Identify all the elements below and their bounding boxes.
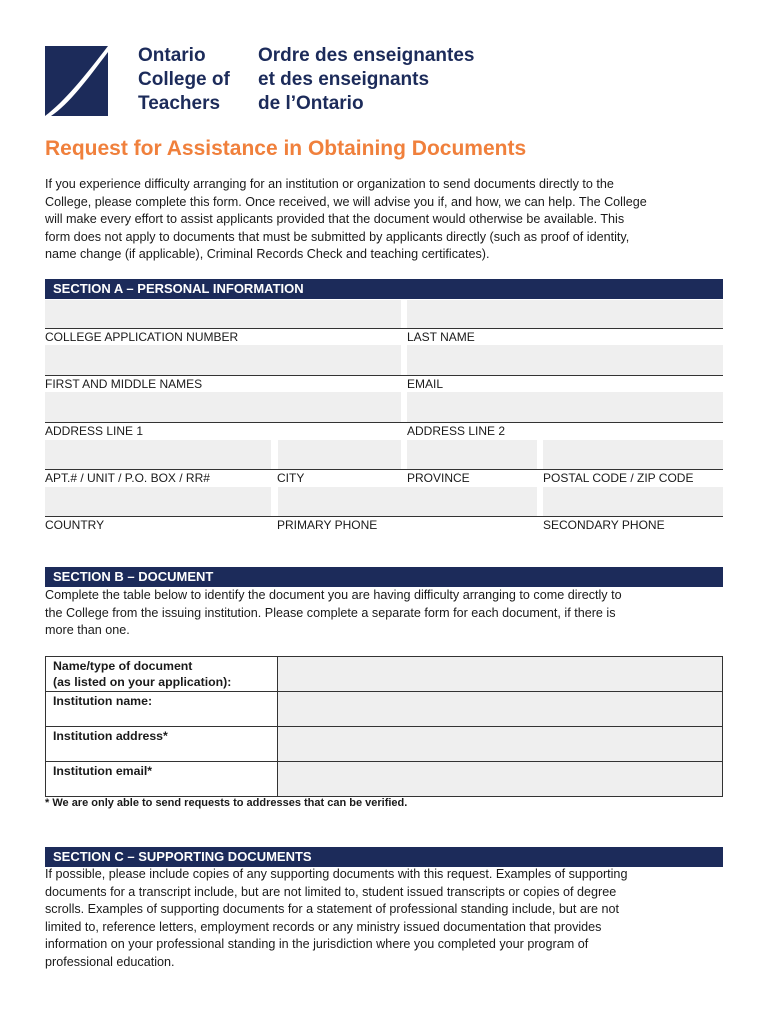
section-b-heading: SECTION B – DOCUMENT [45,567,723,587]
section-a-heading: SECTION A – PERSONAL INFORMATION [45,279,723,299]
table-row [46,762,723,797]
institution-email-label: Institution email* [46,762,278,797]
institution-name-field[interactable] [278,692,723,727]
apt-unit-label: APT.# / UNIT / P.O. BOX / RR# [45,471,210,485]
first-middle-names-label: FIRST AND MIDDLE NAMES [45,377,203,391]
province-field[interactable] [407,440,537,469]
section-b-text: Complete the table below to identify the document you are having difficulty arranging to come directly to the College from the issuing institution. Please complete a separate form for each document, if there is more than one. [45,588,622,637]
college-logo-icon [45,46,108,116]
province-label: PROVINCE [407,471,470,485]
verification-note: * We are only able to send requests to addresses that can be verified. [45,797,408,809]
first-middle-names-field[interactable] [45,345,401,375]
postal-code-field[interactable] [543,440,723,469]
city-field[interactable] [278,440,401,469]
page-title: Request for Assistance in Obtaining Documents [45,137,527,160]
document-type-field[interactable] [278,657,723,692]
address-line-1-label: ADDRESS LINE 1 [45,424,144,438]
email-field[interactable] [407,345,723,375]
section-c-heading: SECTION C – SUPPORTING DOCUMENTS [45,847,723,867]
college-application-number-field[interactable] [45,300,401,328]
secondary-phone-field[interactable] [543,487,723,516]
postal-code-label: POSTAL CODE / ZIP CODE [543,471,694,485]
country-field[interactable] [45,487,271,516]
institution-address-field[interactable] [278,727,723,762]
college-application-number-label: COLLEGE APPLICATION NUMBER [45,330,239,344]
last-name-field[interactable] [407,300,723,328]
org-name-french: Ordre des enseignantes et des enseignants de l’Ontario [258,45,475,114]
org-name-english: Ontario College of Teachers [138,45,230,114]
institution-email-field[interactable] [278,762,723,797]
institution-name-label: Institution name: [46,692,278,727]
country-label: COUNTRY [45,518,105,532]
document-type-label: Name/type of document (as listed on your application): [46,657,278,692]
section-c-text: If possible, please include copies of any supporting documents with this request. Examples of supporting documents for a transcript include, but are not limited to, student issued transcripts or copies of degree scrolls. Examples of supporting documents for a statement of professional standing include, but are not limited to, reference letters, employment records or any ministry issued documentation that provides information on your professional standing in the jurisdiction where you completed your program of professional education. [45,867,628,969]
address-line-1-field[interactable] [45,392,401,422]
apt-unit-field[interactable] [45,440,271,469]
document-table [45,656,723,797]
table-row [46,657,723,692]
row-divider [45,375,723,376]
row-divider [45,328,723,329]
address-line-2-field[interactable] [407,392,723,422]
email-label: EMAIL [407,377,444,391]
primary-phone-field[interactable] [278,487,537,516]
address-line-2-label: ADDRESS LINE 2 [407,424,506,438]
secondary-phone-label: SECONDARY PHONE [543,518,665,532]
table-row [46,727,723,762]
row-divider [45,516,723,517]
last-name-label: LAST NAME [407,330,475,344]
city-label: CITY [277,471,305,485]
row-divider [45,469,723,470]
table-row [46,692,723,727]
intro-paragraph: If you experience difficulty arranging for an institution or organization to send documents directly to the College, please complete this form. Once received, we will advise you if, and how, we can help. The College will make every effort to assist applicants provided that the document would otherwise be available. This form does not apply to documents that must be submitted by applicants directly (such as proof of identity, name change (if applicable), Criminal Records Check and teaching certificates). [45,177,647,261]
primary-phone-label: PRIMARY PHONE [277,518,378,532]
institution-address-label: Institution address* [46,727,278,762]
row-divider [45,422,723,423]
